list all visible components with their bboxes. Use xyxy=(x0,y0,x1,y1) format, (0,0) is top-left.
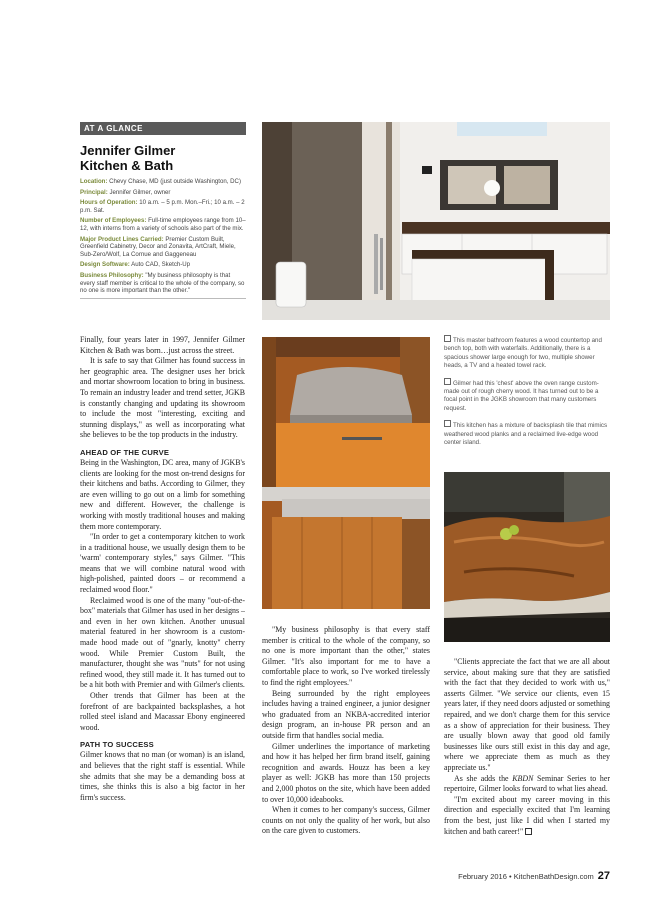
glance-item xyxy=(80,236,246,259)
col3-p2-end: Seminar Series to her repertoire, Gilmer looks forward to what lies ahead. xyxy=(444,773,610,794)
caption-text: Gilmer had this 'chest' above the oven range custom-made out of rough cherry wood. It has turned out to be a focal point in the JGKB showroom that many customers request. xyxy=(444,379,599,412)
col3-paragraph-2 xyxy=(444,774,610,795)
col3-p2-start: As she adds the xyxy=(454,773,513,783)
caption-bathroom xyxy=(444,335,610,371)
glance-item xyxy=(80,189,246,197)
col1-paragraph-2: It is safe to say that Gilmer has found success in her geographic area. The designer uses her brick and mortar showroom location to bring in business. To remain an industry leader and trend setter, JGKB is constantly changing and updating its showroom to include the most "interesting, exciting and stunning displays," as well as incorporating what she believes to be the top products in the industry. xyxy=(80,356,245,440)
col3-p2-publication: KBDN xyxy=(512,773,534,783)
glance-item xyxy=(80,272,246,295)
glance-item-label: Major Product Lines Carried: xyxy=(80,235,164,243)
caption-chest xyxy=(444,378,610,414)
kitchen-hood-photo xyxy=(262,337,430,609)
glance-item-value: Premier Custom Built, Greenfield Cabinetry, Decor and Zonavita, ArtCraft, Miele, Sub-Zero/Wolf, La Cornue and Gaggeneau xyxy=(80,235,236,258)
glance-title xyxy=(80,143,246,173)
caption-marker-icon xyxy=(444,378,451,385)
article-column-2 xyxy=(262,625,430,837)
live-edge-island-photo xyxy=(444,472,610,642)
glance-header: AT A GLANCE xyxy=(80,122,246,135)
glance-item-value: "My business philosophy is that every staff member is critical to the whole of the company, so no one is more important than the other." xyxy=(80,271,245,295)
glance-item-value: Full-time employees range from 10–12, with interns from a variety of schools also part of the mix. xyxy=(80,217,246,232)
article-column-1 xyxy=(80,335,245,803)
subhead-path-to-success: PATH TO SUCCESS xyxy=(80,740,154,750)
article-column-3 xyxy=(444,657,610,837)
page-footer xyxy=(444,866,610,884)
glance-item-value: Jennifer Gilmer, owner xyxy=(109,188,171,196)
col3-p3-text: "I'm excited about my career moving in this direction and especially excited that I'm learning from the best, just like I did when I started my kitchen and bath career!" xyxy=(444,794,610,836)
col3-paragraph-3 xyxy=(444,795,610,837)
subhead-ahead-of-the-curve: AHEAD OF THE CURVE xyxy=(80,447,170,457)
col2-paragraph-1: "My business philosophy is that every staff member is critical to the whole of the company, so no one is more important than the other," states Gilmer. "It's also important for me to have a comfortable place to work, so I've worked tirelessly to find the right employees." xyxy=(262,625,430,687)
photo-captions xyxy=(444,335,610,454)
glance-item xyxy=(80,217,246,232)
col2-paragraph-3: Gilmer underlines the importance of marketing and how it has helped her firm brand itself, gaining recognition and awards. Houzz has been a key player as well: JGKB has more than 150 projects and 2,000 photos on the site, which have been added to over 10,000 ideabooks. xyxy=(262,741,430,804)
caption-marker-icon xyxy=(444,420,451,427)
glance-list xyxy=(80,178,246,295)
col2-paragraph-2: Being surrounded by the right employees includes having a trained engineer, a junior designer who graduated from an NKBA-accredited interior design program, an in-house PR person and an outside firm that handles social media. xyxy=(262,688,430,740)
col1-paragraph-4: "In order to get a contemporary kitchen to work in a traditional house, we usually design them to be 'warm' contemporary styles," says Gilmer. "This means that we will combine natural wood with high-polished, painted doors – or recommend a reclaimed wood floor." xyxy=(80,532,245,595)
glance-item xyxy=(80,261,246,269)
col1-paragraph-5: Reclaimed wood is one of the many "out-of-the-box" materials that Gilmer has used in her designs – and even in her own kitchen. Another unusual material featured in her showroom is a custom-made hood made out of "gnarly, knotty" cherry wood. While Premier Custom Built, the manufacturer, thought she was "nuts" for not using refined wood, they still made it. It has turned out to be a hit both with Premier and with Gilmer's clients. xyxy=(80,595,245,690)
end-mark-icon xyxy=(525,828,532,835)
glance-item-label: Hours of Operation: xyxy=(80,199,138,207)
glance-item-value: Chevy Chase, MD (just outside Washington, DC) xyxy=(109,178,241,185)
col2-paragraph-4: When it comes to her company's success, Gilmer counts on not only the quality of her work, but also on the care given to customers. xyxy=(262,805,430,836)
col1-paragraph-1: Finally, four years later in 1997, Jennifer Gilmer Kitchen & Bath was born…just across the street. xyxy=(80,335,245,355)
glance-item-label: Number of Employees: xyxy=(80,217,147,225)
col3-paragraph-1: "Clients appreciate the fact that we are all about service, about making sure that they are satisfied with the fact that they decided to work with us," asserts Gilmer. "We service our clients, even 15 years later, if they need doors adjusted or something repaired, and we don't charge them for this service as a show of appreciation for their business. They are usually blown away that good old family businesses like ours still exist in this day and age, where we appreciate them as much as they appreciate us." xyxy=(444,657,610,772)
col1-paragraph-6: Other trends that Gilmer has been at the forefront of are backpainted backsplashes, a hot rolled steel island and Macassar Ebony engineered wood. xyxy=(80,691,245,732)
glance-item-label: Business Philosophy: xyxy=(80,271,144,279)
col1-paragraph-3: Being in the Washington, DC area, many of JGKB's clients are looking for the most on-trend designs for their kitchens and baths. According to Gilmer, they are even willing to go out on a limb for something new and different. However, the challenge is working with mostly traditional houses and making them more contemporary. xyxy=(80,457,245,531)
page-number: 27 xyxy=(597,870,610,882)
glance-item xyxy=(80,199,246,214)
glance-divider xyxy=(80,298,246,299)
at-a-glance-box xyxy=(80,122,246,299)
glance-item xyxy=(80,178,246,186)
col1-paragraph-7: Gilmer knows that no man (or woman) is an island, and believes that the right staff is essential. While she admits that she may be a demanding boss at times, she thinks this is also a big factor in her firm's success. xyxy=(80,750,245,802)
glance-item-label: Location: xyxy=(80,178,108,185)
footer-folio: February 2016 • KitchenBathDesign.com xyxy=(458,872,594,881)
glance-title-line2: Kitchen & Bath xyxy=(80,158,174,173)
caption-text: This master bathroom features a wood countertop and bench top, both with waterfalls. Additionally, there is a spacious shower large enough for two, multiple shower heads, a TV and a heated towel rack. xyxy=(444,337,602,370)
bathroom-photo xyxy=(262,122,610,320)
caption-text: This kitchen has a mixture of backsplash tile that mimics weathered wood planks and a reclaimed live-edge wood center island. xyxy=(444,422,608,447)
glance-item-value: 10 a.m. – 5 p.m. Mon.–Fri.; 10 a.m. – 2 p.m. Sat. xyxy=(80,199,245,214)
caption-kitchen xyxy=(444,420,610,447)
glance-item-label: Principal: xyxy=(80,188,108,196)
glance-item-value: Auto CAD, Sketch-Up xyxy=(131,261,191,269)
caption-marker-icon xyxy=(444,335,451,342)
glance-title-line1: Jennifer Gilmer xyxy=(80,143,176,158)
glance-item-label: Design Software: xyxy=(80,261,130,269)
